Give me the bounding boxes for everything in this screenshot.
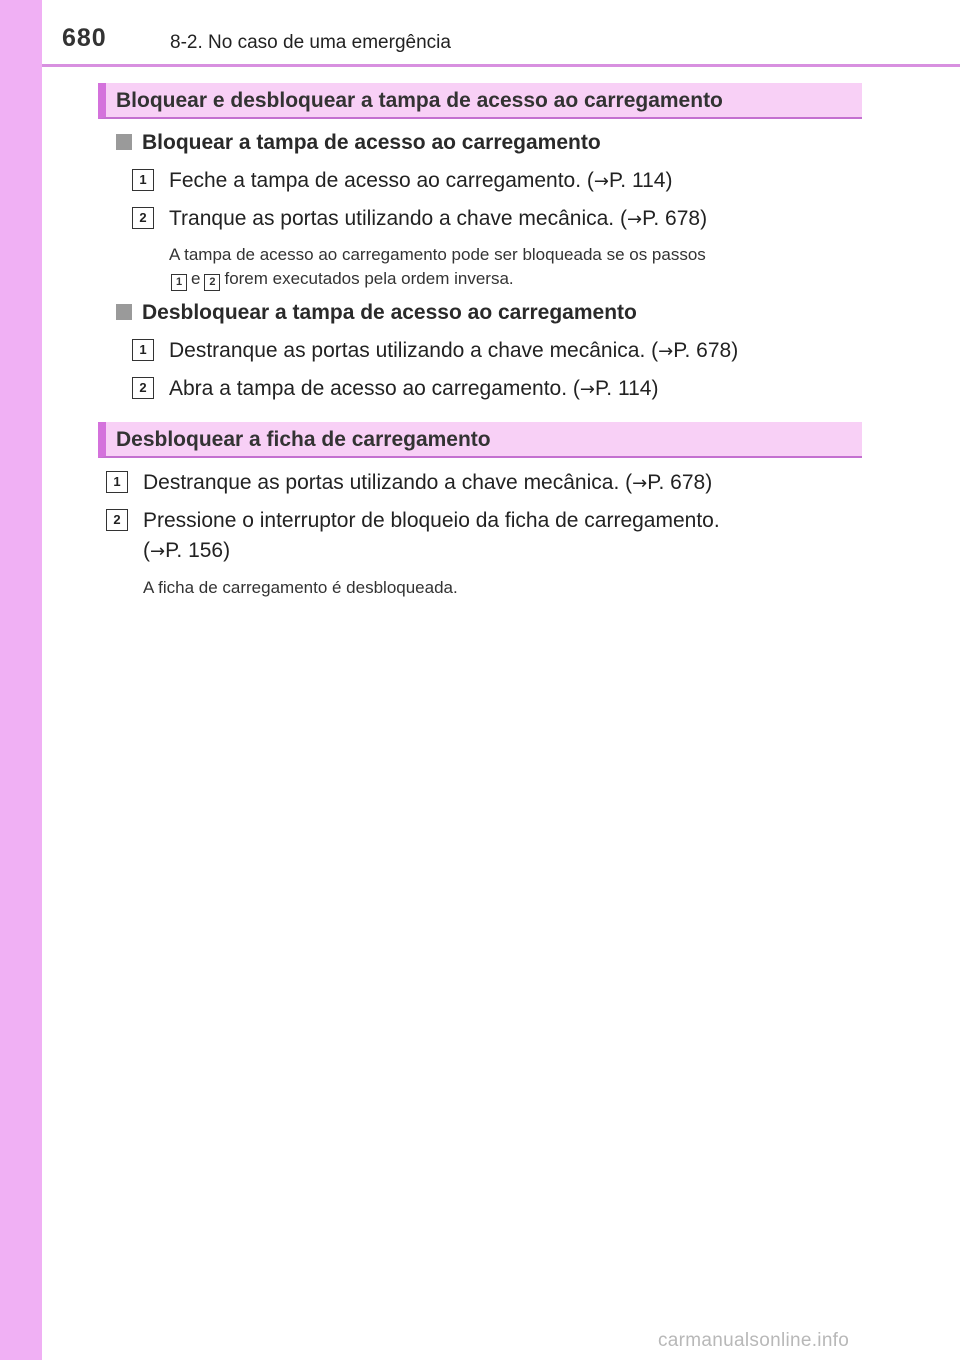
step-number-badge: 2 xyxy=(132,377,154,399)
step-number-badge: 1 xyxy=(106,471,128,493)
step-text: Destranque as portas utilizando a chave mecânica. (→P. 678) xyxy=(143,471,713,494)
section-title: Desbloquear a ficha de carregamento xyxy=(116,428,491,451)
header-divider xyxy=(42,64,960,67)
step-text: Feche a tampa de acesso ao carregamento. (→P. 114) xyxy=(169,169,673,192)
note-text: A ficha de carregamento é desbloqueada. xyxy=(143,578,458,597)
page-number: 680 xyxy=(62,24,107,52)
square-bullet-icon xyxy=(116,304,132,320)
page-reference-link[interactable]: P. 114) xyxy=(595,377,659,400)
step-number-badge: 1 xyxy=(171,274,187,291)
square-bullet-icon xyxy=(116,134,132,150)
page-reference-link[interactable]: P. 114) xyxy=(609,169,673,192)
section-header-unlock-plug xyxy=(98,422,862,458)
arrow-right-icon: → xyxy=(593,171,609,192)
step-number-badge: 2 xyxy=(106,509,128,531)
arrow-right-icon: → xyxy=(626,209,643,230)
step-text: Abra a tampa de acesso ao carregamento. (→P. 114) xyxy=(169,377,659,400)
step-number-badge: 2 xyxy=(204,274,220,291)
step-number-badge: 1 xyxy=(132,339,154,361)
subheading-lock-cover xyxy=(116,131,601,155)
arrow-right-icon: → xyxy=(658,341,674,362)
arrow-right-icon: → xyxy=(150,541,166,562)
subheading-text: Bloquear a tampa de acesso ao carregamento xyxy=(142,131,601,154)
step-text: Tranque as portas utilizando a chave mecânica. (→P. 678) xyxy=(169,207,708,230)
arrow-right-icon: → xyxy=(579,379,595,400)
step-number-badge: 2 xyxy=(132,207,154,229)
watermark: carmanualsonline.info xyxy=(658,1330,850,1351)
chapter-title: 8-2. No caso de uma emergência xyxy=(170,32,451,53)
page-reference-link[interactable]: P. 678) xyxy=(642,207,708,230)
page-reference-link[interactable]: P. 678) xyxy=(647,471,713,494)
section-header-lock-unlock-cover xyxy=(98,83,862,119)
step-text: Destranque as portas utilizando a chave mecânica. (→P. 678) xyxy=(169,339,739,362)
arrow-right-icon: → xyxy=(632,473,648,494)
side-tab-strip xyxy=(0,0,42,1360)
subheading-unlock-cover xyxy=(116,301,637,325)
subheading-text: Desbloquear a tampa de acesso ao carregamento xyxy=(142,301,637,324)
page-reference-link[interactable]: P. 678) xyxy=(673,339,739,362)
step-text: Pressione o interruptor de bloqueio da ficha de carregamento. xyxy=(143,509,720,532)
section-title: Bloquear e desbloquear a tampa de acesso ao carregamento xyxy=(116,89,723,112)
step-number-badge: 1 xyxy=(132,169,154,191)
step-text-continuation: (→P. 156) xyxy=(143,539,231,562)
note-text: A tampa de acesso ao carregamento pode ser bloqueada se os passos 1 e 2 forem executados pela ordem inversa. xyxy=(169,243,859,291)
page-reference-link[interactable]: P. 156) xyxy=(165,539,231,562)
